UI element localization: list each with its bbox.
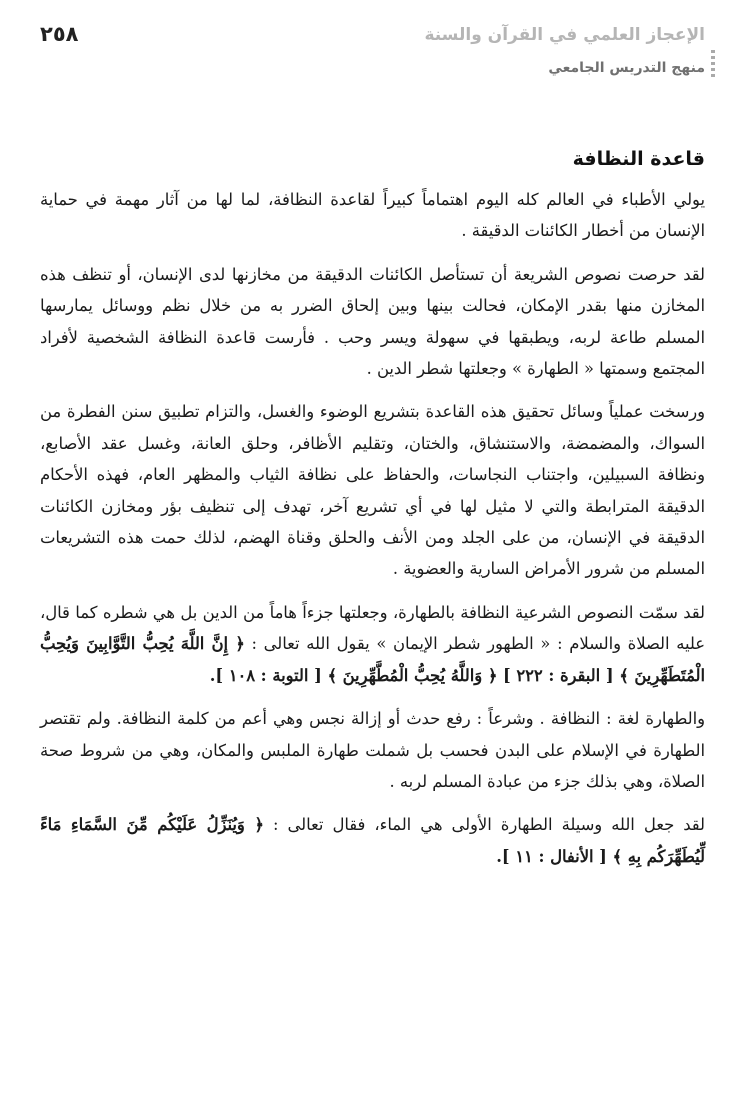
page-number: ٢٥٨	[40, 22, 79, 46]
paragraph-text: والطهارة لغة : النظافة . وشرعاً : رفع حدث أو إزالة نجس وهي أعم من كلمة النظافة. ولم تقتصر الطهارة في الإسلام على البدن فحسب بل شملت طهارة الملبس والمكان، وهي من شروط صحة الصلاة، وهي بذلك جزء من عبادة المسلم لربه .	[40, 709, 705, 791]
page-body	[40, 148, 705, 884]
book-title: الإعجاز العلمي في القرآن والسنة	[424, 25, 705, 45]
paragraph-text: لقد سمّت النصوص الشرعية النظافة بالطهارة، وجعلتها جزءاً هاماً من الدين بل هي شطره كما قال، عليه الصلاة والسلام : « الطهور شطر الإيمان » يقول الله تعالى :	[40, 602, 705, 654]
paragraph-text: لقد جعل الله وسيلة الطهارة الأولى هي الماء، فقال تعالى :	[272, 815, 705, 835]
quran-verse: ﴿ وَيُنَزِّلُ عَلَيْكُم مِّنَ السَّمَاءِ مَاءً لِّيُطَهِّرَكُم بِهِ ﴾ [ الأنفال : ١١ ].	[40, 815, 705, 866]
quran-verse: ﴿ إِنَّ اللَّهَ يُحِبُّ التَّوَّابِينَ وَيُحِبُّ الْمُتَطَهِّرِينَ ﴾ [ البقرة : ٢٢٢ ] ﴿ وَاللَّهُ يُحِبُّ الْمُطَّهِّرِينَ ﴾ [ التوبة : ١٠٨ ].	[40, 634, 705, 685]
paragraph	[40, 809, 705, 872]
paragraph	[40, 703, 705, 797]
paragraph-text: ورسخت عملياً وسائل تحقيق هذه القاعدة بتشريع الوضوء والغسل، والتزام تطبيق سنن الفطرة من السواك، والمضمضة، والاستنشاق، والختان، وتقليم الأظافر، وحلق العانة، وغسل عقد الأصابع، ونظافة السبيلين، واجتناب النجاسات، والحفاظ على نظافة الثياب والمظهر العام، فهذه الأحكام الدقيقة المترابطة والتي لا مثيل لها في أي تشريع آخر، تهدف إلى تنظيف بؤر ومخازن الكائنات الدقيقة في الإنسان، من على الجلد ومن الأنف والحلق وقناة الهضم، لذلك حمت هذه التشريعات المسلم من شرور الأمراض السارية والعضوية .	[40, 402, 705, 579]
paragraph	[40, 597, 705, 691]
paragraph	[40, 184, 705, 247]
header-mark	[711, 50, 715, 80]
paragraph	[40, 396, 705, 584]
chapter-title: منهج التدريس الجامعي	[548, 60, 705, 76]
section-heading: قاعدة النظافة	[572, 148, 705, 170]
paragraph-text: لقد حرصت نصوص الشريعة أن تستأصل الكائنات الدقيقة من مخازنها لدى الإنسان، أو تنظف هذه المخازن منها بقدر الإمكان، فحالت بينها وبين إلحاق الضرر به من خلال نظم ووسائل يمارسها المسلم طاعة لربه، ويطبقها في سهولة ويسر وحب . فأرست قاعدة النظافة الشخصية لأفراد المجتمع وسمتها « الطهارة » وجعلتها شطر الدين .	[40, 264, 705, 379]
paragraph	[40, 259, 705, 385]
paragraph-text: يولي الأطباء في العالم كله اليوم اهتماماً كبيراً لقاعدة النظافة، لما لها من آثار مهمة في حماية الإنسان من أخطار الكائنات الدقيقة .	[40, 190, 705, 241]
